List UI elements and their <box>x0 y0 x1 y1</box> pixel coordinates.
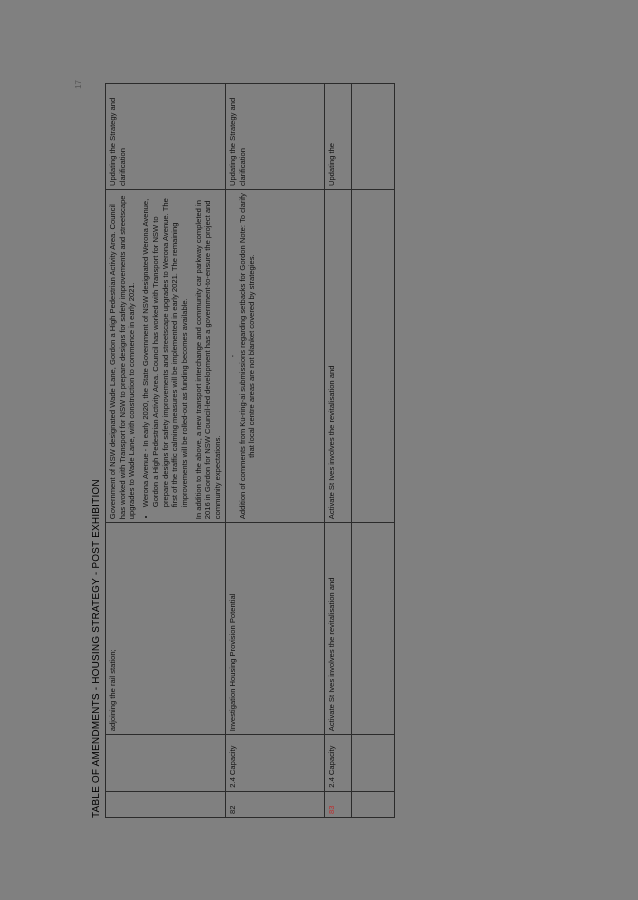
row-number-cell <box>106 791 226 817</box>
row-body-cell <box>106 190 226 523</box>
body-closing: Addition of comments from Ku-ring-ai submissions regarding setbacks for Gordon Note: To clarify that local centre areas are not blanket covered by strategies. <box>237 193 257 520</box>
row-number-text: 82 <box>227 805 237 814</box>
row-note-cell <box>225 84 324 190</box>
row-section-cell <box>225 735 324 792</box>
row-note-text: Updating the Strategy and clarification <box>227 97 247 187</box>
row-subject-cell <box>351 523 394 735</box>
table-row <box>324 84 351 818</box>
row-subject-text: Activate St Ives involves the revitalisation and <box>326 577 336 732</box>
row-note-cell <box>106 84 226 190</box>
row-section-cell <box>351 735 394 792</box>
body-bullet-list <box>141 193 190 507</box>
amendments-table <box>105 83 395 818</box>
document-page <box>69 70 569 830</box>
row-number-text: 83 <box>326 805 336 814</box>
row-subject-text: adjoining the rail station; <box>108 649 117 732</box>
row-subject-cell <box>106 523 226 735</box>
row-subject-cell <box>324 523 351 735</box>
row-note-cell <box>351 84 394 190</box>
row-body-cell <box>225 190 324 523</box>
row-section-cell <box>106 735 226 792</box>
table-row <box>106 84 226 818</box>
row-body-cell <box>324 190 351 523</box>
page-number: 17 <box>74 80 83 89</box>
row-note-cell <box>324 84 351 190</box>
row-section-text: 2.4 Capacity <box>326 745 336 788</box>
row-number-cell <box>351 791 394 817</box>
body-dash: - <box>227 354 237 358</box>
row-body-cell <box>351 190 394 523</box>
row-note-text: Updating the <box>326 142 336 187</box>
row-note-text: Updating the Strategy and clarification <box>108 97 127 187</box>
body-closing: Activate St Ives involves the revitalisation and <box>326 365 336 520</box>
row-subject-cell <box>225 523 324 735</box>
row-number-cell <box>225 791 324 817</box>
table-row <box>225 84 324 818</box>
table-row <box>351 84 394 818</box>
document-title: TABLE OF AMENDMENTS - HOUSING STRATEGY - POST EXHIBITION <box>91 479 102 818</box>
list-item: • Werona Avenue - In early 2020, the State Government of NSW designated Werona Avenue, Gordon a High Pedestrian Activity Area. Council has worked with Transport for NSW to prepare designs for safety improvements and streetscape upgrades to Werona Avenue. The first of the traffic calming measures will be implemented in early 2021. The remaining improvements will be rolled-out as funding becomes available. <box>141 193 190 507</box>
row-subject-text: Investigation Housing Provision Potential <box>227 593 237 732</box>
body-closing: In addition to the above, a new transport interchange and community car parkway completed in 2016 in Gordon for NSW Council-led development has a government-to-ensure the project and community expectations. <box>193 200 223 520</box>
row-section-cell <box>324 735 351 792</box>
row-section-text: 2.4 Capacity <box>227 745 237 788</box>
row-number-cell <box>324 791 351 817</box>
body-paragraph: Government of NSW designated Wade Lane, Gordon a High Pedestrian Activity Area. Council has worked with Transport for NSW to prepare designs for safety improvements and streetscape upgrades to Wade Lane, with construction to commence in early 2021. <box>108 195 137 520</box>
